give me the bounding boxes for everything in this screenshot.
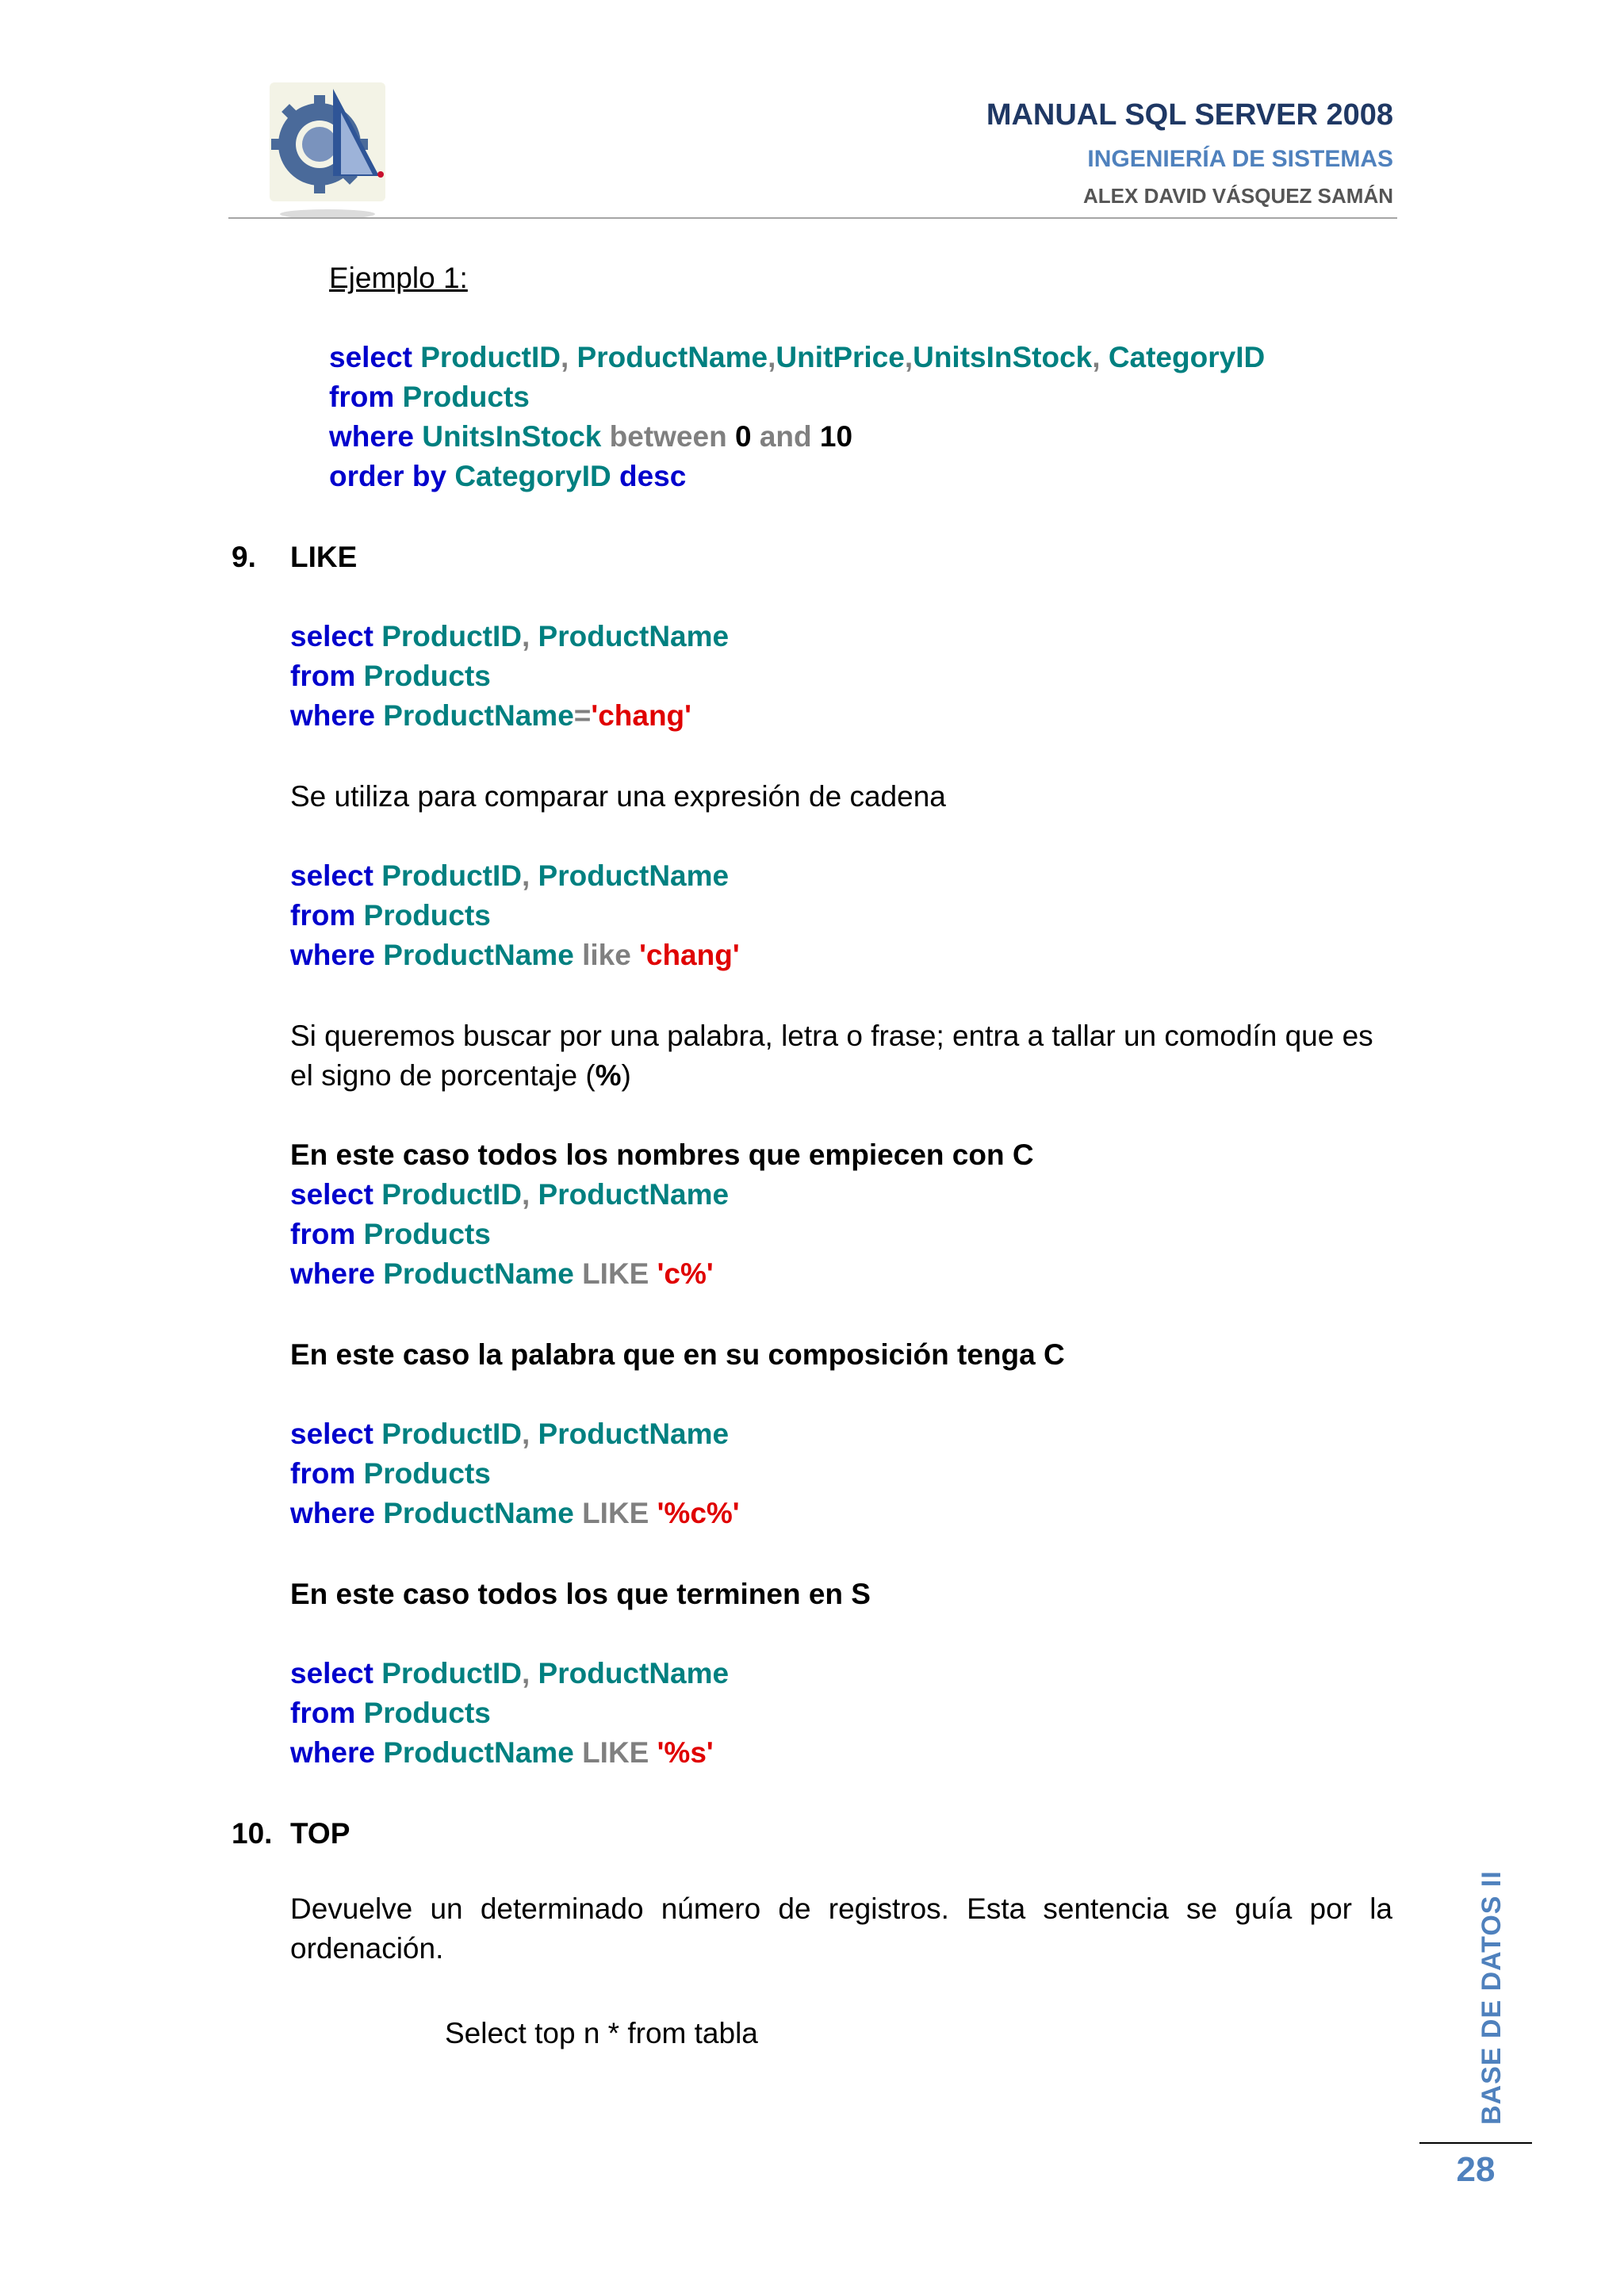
sql-keyword: where — [290, 939, 375, 971]
like-query-3-line-1 — [290, 1180, 729, 1209]
sql-operator: between — [609, 420, 727, 453]
sql-column: ProductID — [381, 1657, 522, 1689]
sql-keyword: from — [290, 660, 356, 692]
example-query-line-1 — [329, 342, 1265, 372]
explanation-text: Devuelve un determinado número de registros. Esta sentencia se guía por la ordenación. — [290, 1892, 1392, 1965]
sql-table: Products — [402, 381, 530, 413]
manual-title: MANUAL SQL SERVER 2008 — [986, 98, 1393, 132]
sql-column: UnitsInStock — [422, 420, 602, 453]
header-divider — [228, 217, 1397, 219]
like-query-5-line-2 — [290, 1698, 491, 1728]
sql-keyword: where — [290, 1497, 375, 1529]
sql-comma: , — [521, 859, 530, 892]
sql-string: '%c%' — [657, 1497, 740, 1529]
sql-keyword: desc — [619, 460, 687, 492]
sql-keyword: where — [290, 699, 375, 732]
sql-column: ProductID — [381, 620, 522, 652]
sql-keyword: from — [290, 899, 356, 932]
sql-column: ProductID — [381, 1178, 522, 1211]
example-query-line-3 — [329, 422, 852, 451]
sql-keyword: select — [290, 1418, 373, 1450]
sql-keyword: from — [290, 1218, 356, 1250]
sql-keyword: where — [290, 1736, 375, 1769]
section-number: 10. — [232, 1817, 273, 1850]
explanation-text — [290, 1061, 631, 1090]
sql-keyword: order by — [329, 460, 447, 492]
sql-comma: , — [904, 341, 914, 373]
sql-number: 0 — [734, 420, 752, 453]
explanation-text: Se utiliza para comparar una expresión de cadena — [290, 780, 946, 813]
page-number: 28 — [1456, 2150, 1496, 2189]
sql-operator: LIKE — [582, 1257, 649, 1290]
like-query-2-line-1 — [290, 861, 729, 890]
sql-comma: , — [521, 1418, 530, 1450]
sql-comma: , — [521, 1178, 530, 1211]
sql-column: ProductName — [576, 341, 768, 373]
sql-column: ProductName — [538, 1657, 730, 1689]
sql-number: 10 — [819, 420, 853, 453]
sql-column: ProductID — [381, 859, 522, 892]
sql-column: ProductName — [383, 1497, 574, 1529]
sql-comma: , — [560, 341, 569, 373]
text-fragment: el signo de porcentaje ( — [290, 1059, 596, 1092]
sql-table: Products — [363, 1457, 491, 1490]
program-subtitle: INGENIERÍA DE SISTEMAS — [1087, 146, 1393, 172]
like-query-5-line-1 — [290, 1659, 729, 1688]
sql-column: ProductID — [420, 341, 561, 373]
section-number: 9. — [232, 541, 256, 573]
sql-comma: , — [768, 341, 776, 373]
sql-column: ProductID — [381, 1418, 522, 1450]
like-query-4-line-3 — [290, 1498, 740, 1528]
example-label: Ejemplo 1: — [329, 262, 468, 294]
course-name: BASE DE DATOS II — [1477, 1870, 1507, 2125]
like-query-5-line-3 — [290, 1738, 714, 1767]
sql-keyword: where — [290, 1257, 375, 1290]
section-title: TOP — [290, 1817, 350, 1850]
sql-operator: LIKE — [582, 1736, 649, 1769]
example-query-line-2 — [329, 382, 530, 411]
like-query-3-line-2 — [290, 1219, 491, 1249]
sql-keyword: select — [290, 620, 373, 652]
sql-column: ProductName — [538, 859, 730, 892]
sql-operator: LIKE — [582, 1497, 649, 1529]
case-heading: En este caso todos los que terminen en S — [290, 1578, 871, 1610]
university-logo — [268, 81, 387, 224]
sql-table: Products — [363, 660, 491, 692]
sql-column: ProductName — [383, 699, 574, 732]
sql-table: Products — [363, 1697, 491, 1729]
text-fragment: ) — [621, 1059, 631, 1092]
sql-column: ProductName — [538, 620, 730, 652]
sql-column: ProductName — [383, 939, 574, 971]
sql-operator: = — [573, 699, 592, 732]
sql-string: 'c%' — [657, 1257, 714, 1290]
case-heading: En este caso todos los nombres que empiecen con C — [290, 1138, 1034, 1171]
like-query-2-line-2 — [290, 901, 491, 930]
sql-table: Products — [363, 899, 491, 932]
sql-column: CategoryID — [1108, 341, 1266, 373]
footer-divider — [1419, 2142, 1532, 2144]
sql-keyword: select — [290, 859, 373, 892]
sql-column: ProductName — [538, 1418, 730, 1450]
like-query-1-line-1 — [290, 622, 729, 651]
section-title: LIKE — [290, 541, 358, 573]
sql-comma: , — [521, 1657, 530, 1689]
sql-string: 'chang' — [639, 939, 740, 971]
like-query-2-line-3 — [290, 940, 740, 970]
like-query-3-line-3 — [290, 1259, 714, 1288]
sql-table: Products — [363, 1218, 491, 1250]
sql-string: 'chang' — [591, 699, 691, 732]
sql-keyword: select — [290, 1178, 373, 1211]
sql-operator: and — [759, 420, 812, 453]
sql-column: ProductName — [538, 1178, 730, 1211]
sql-column: UnitPrice — [776, 341, 905, 373]
sql-column: ProductName — [383, 1736, 574, 1769]
case-heading: En este caso la palabra que en su composición tenga C — [290, 1338, 1065, 1371]
sql-keyword: from — [329, 381, 395, 413]
sql-keyword: from — [290, 1697, 356, 1729]
sql-comma: , — [1092, 341, 1101, 373]
sql-string: '%s' — [657, 1736, 714, 1769]
sql-column: UnitsInStock — [913, 341, 1093, 373]
sql-keyword: from — [290, 1457, 356, 1490]
sql-column: CategoryID — [454, 460, 611, 492]
like-query-1-line-2 — [290, 661, 491, 691]
example-query-line-4 — [329, 461, 686, 491]
author-name: ALEX DAVID VÁSQUEZ SAMÁN — [1083, 184, 1393, 208]
sql-operator: like — [582, 939, 631, 971]
sql-keyword: where — [329, 420, 414, 453]
sql-keyword: select — [290, 1657, 373, 1689]
explanation-text: Si queremos buscar por una palabra, letra o frase; entra a tallar un comodín que es — [290, 1020, 1373, 1052]
syntax-example: Select top n * from tabla — [445, 2017, 758, 2049]
like-query-4-line-2 — [290, 1459, 491, 1488]
sql-column: ProductName — [383, 1257, 574, 1290]
like-query-1-line-3 — [290, 701, 691, 730]
percent-symbol: % — [595, 1059, 622, 1092]
sql-comma: , — [521, 620, 530, 652]
sql-keyword: select — [329, 341, 412, 373]
like-query-4-line-1 — [290, 1419, 729, 1448]
